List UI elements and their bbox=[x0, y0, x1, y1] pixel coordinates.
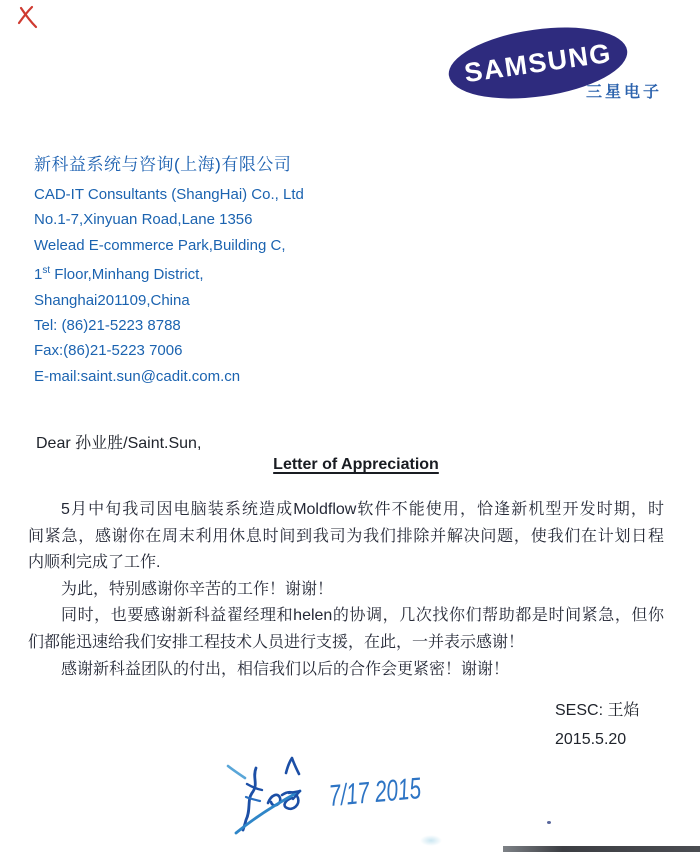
body-line: 内顺利完成了工作. bbox=[28, 554, 161, 572]
signoff-date: 2015.5.20 bbox=[555, 730, 627, 748]
body-line: 为此，特别感谢你辛苦的工作！谢谢！ bbox=[61, 580, 334, 598]
scan-smudge bbox=[420, 835, 442, 846]
signature-stroke bbox=[228, 766, 245, 778]
sender-address-block bbox=[34, 151, 304, 389]
letter-body bbox=[28, 497, 664, 683]
floor-rest: Floor,Minhang District, bbox=[50, 266, 204, 284]
signoff-signer: SESC: 王焰 bbox=[555, 702, 640, 719]
sender-floor bbox=[34, 258, 304, 287]
red-pen-corner-mark bbox=[15, 3, 45, 31]
body-line: 5月中旬我司因电脑装系统造成Moldflow软件不能使用，恰逢新机型开发时期，时 bbox=[61, 501, 664, 518]
scan-ink-speck bbox=[547, 821, 551, 824]
sender-fax: Fax:(86)21-5223 7006 bbox=[34, 342, 183, 360]
sender-email: E-mail:saint.sun@cadit.com.cn bbox=[34, 367, 241, 385]
handwritten-signature bbox=[202, 750, 464, 850]
salutation: Dear 孙业胜/Saint.Sun, bbox=[36, 435, 202, 452]
signature-stroke bbox=[286, 758, 299, 774]
body-line: 间紧急，感谢你在周末利用休息时间到我司为我们排除并解决问题，使我们在计划日程 bbox=[28, 527, 664, 545]
sender-street: No.1-7,Xinyuan Road,Lane 1356 bbox=[34, 211, 253, 229]
samsung-wordmark: SAMSUNG bbox=[462, 37, 614, 89]
sender-company-cn: 新科益系统与咨询(上海)有限公司 bbox=[34, 155, 292, 174]
floor-number: 1 bbox=[34, 266, 43, 284]
handwritten-date: 7/17 2015 bbox=[327, 768, 464, 813]
sender-company-en: CAD-IT Consultants (ShangHai) Co., Ltd bbox=[34, 186, 304, 203]
floor-ordinal-suffix: st bbox=[42, 265, 51, 277]
sender-tel: Tel: (86)21-5223 8788 bbox=[34, 317, 181, 335]
letter-title: Letter of Appreciation bbox=[273, 456, 439, 473]
body-line: 感谢新科益团队的付出，相信我们以后的合作会更紧密！谢谢！ bbox=[61, 660, 510, 678]
samsung-chinese-label: 三星电子 bbox=[586, 84, 663, 101]
scanner-edge-bar bbox=[503, 846, 700, 852]
sender-city: Shanghai201109,China bbox=[34, 291, 190, 309]
signoff-block bbox=[555, 697, 639, 754]
body-line: 们都能迅速给我们安排工程技术人员进行支援，在此，一并表示感谢！ bbox=[28, 633, 525, 651]
body-line: 同时，也要感谢新科益翟经理和helen的协调，几次找你们帮助都是时间紧急，但你 bbox=[61, 607, 664, 625]
sender-park: Welead E-commerce Park,Building C, bbox=[34, 236, 286, 254]
